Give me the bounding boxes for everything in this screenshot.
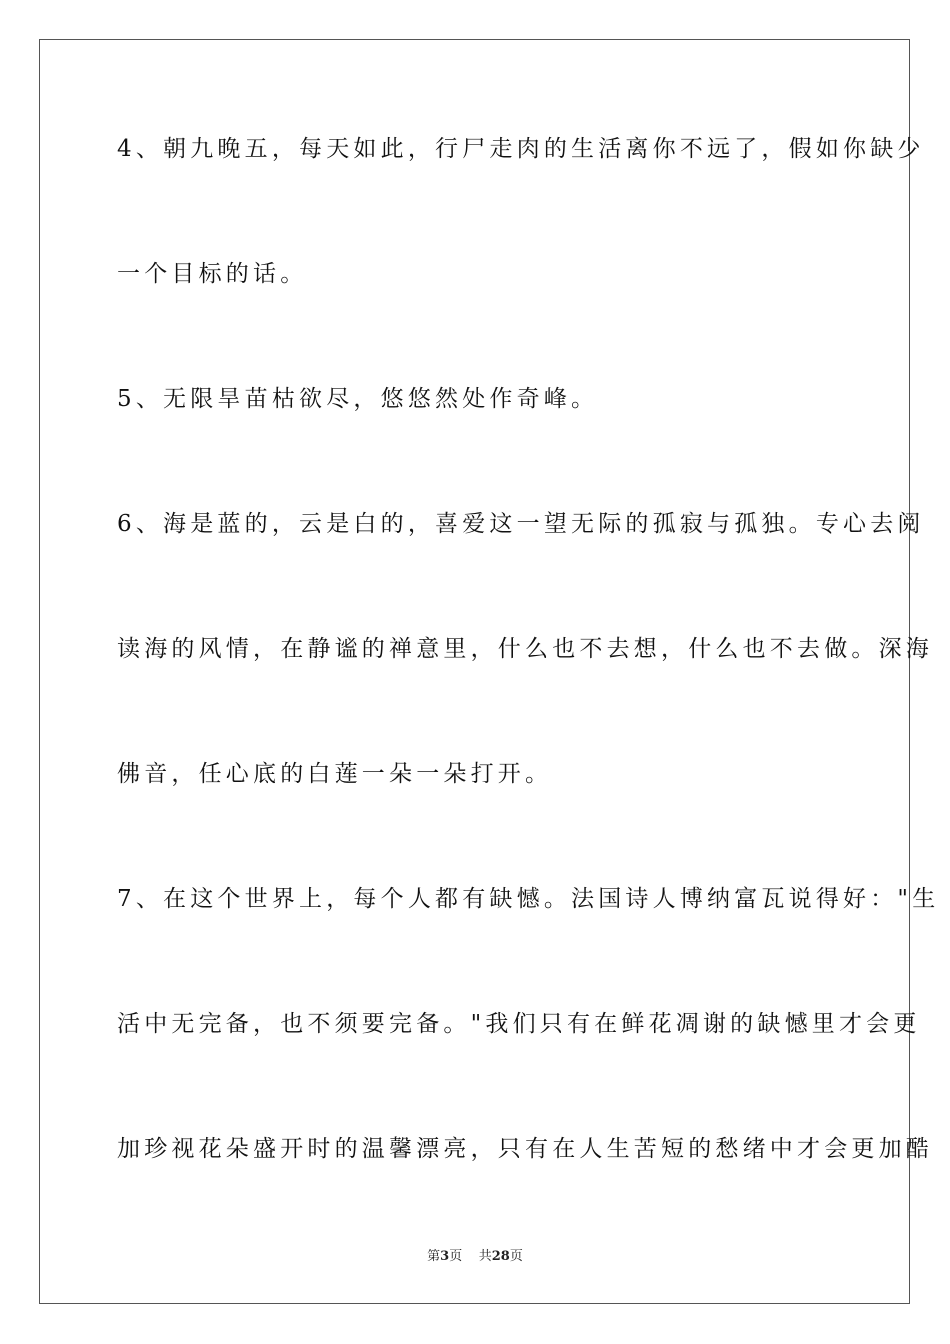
total-pages: 28: [491, 1249, 510, 1264]
paragraph-line-9: 加珍视花朵盛开时的温馨漂亮，只有在人生苦短的愁绪中才会更加酷: [117, 1136, 933, 1162]
total-label-suffix: 页: [509, 1249, 523, 1264]
paragraph-line-7: 7、在这个世界上，每个人都有缺憾。法国诗人博纳富瓦说得好："生: [117, 886, 940, 912]
paragraph-line-5: 读海的风情，在静谧的禅意里，什么也不去想，什么也不去做。深海: [117, 636, 933, 662]
page-number: 3: [440, 1249, 450, 1264]
page-label-suffix: 页: [449, 1249, 463, 1264]
page-label-prefix: 第: [427, 1249, 441, 1264]
paragraph-line-6: 佛音，任心底的白莲一朵一朵打开。: [117, 761, 553, 787]
paragraph-line-1: 4、朝九晚五，每天如此，行尸走肉的生活离你不远了，假如你缺少: [117, 136, 925, 162]
paragraph-line-8: 活中无完备，也不须要完备。"我们只有在鲜花凋谢的缺憾里才会更: [117, 1011, 921, 1037]
page-frame: [39, 39, 940, 1304]
total-label-prefix: 共: [478, 1249, 492, 1264]
paragraph-line-4: 6、海是蓝的，云是白的，喜爱这一望无际的孤寂与孤独。专心去阅: [117, 511, 925, 537]
paragraph-line-3: 5、无限旱苗枯欲尽，悠悠然处作奇峰。: [117, 386, 599, 412]
paragraph-line-2: 一个目标的话。: [117, 261, 308, 287]
page-footer: [0, 1248, 950, 1266]
